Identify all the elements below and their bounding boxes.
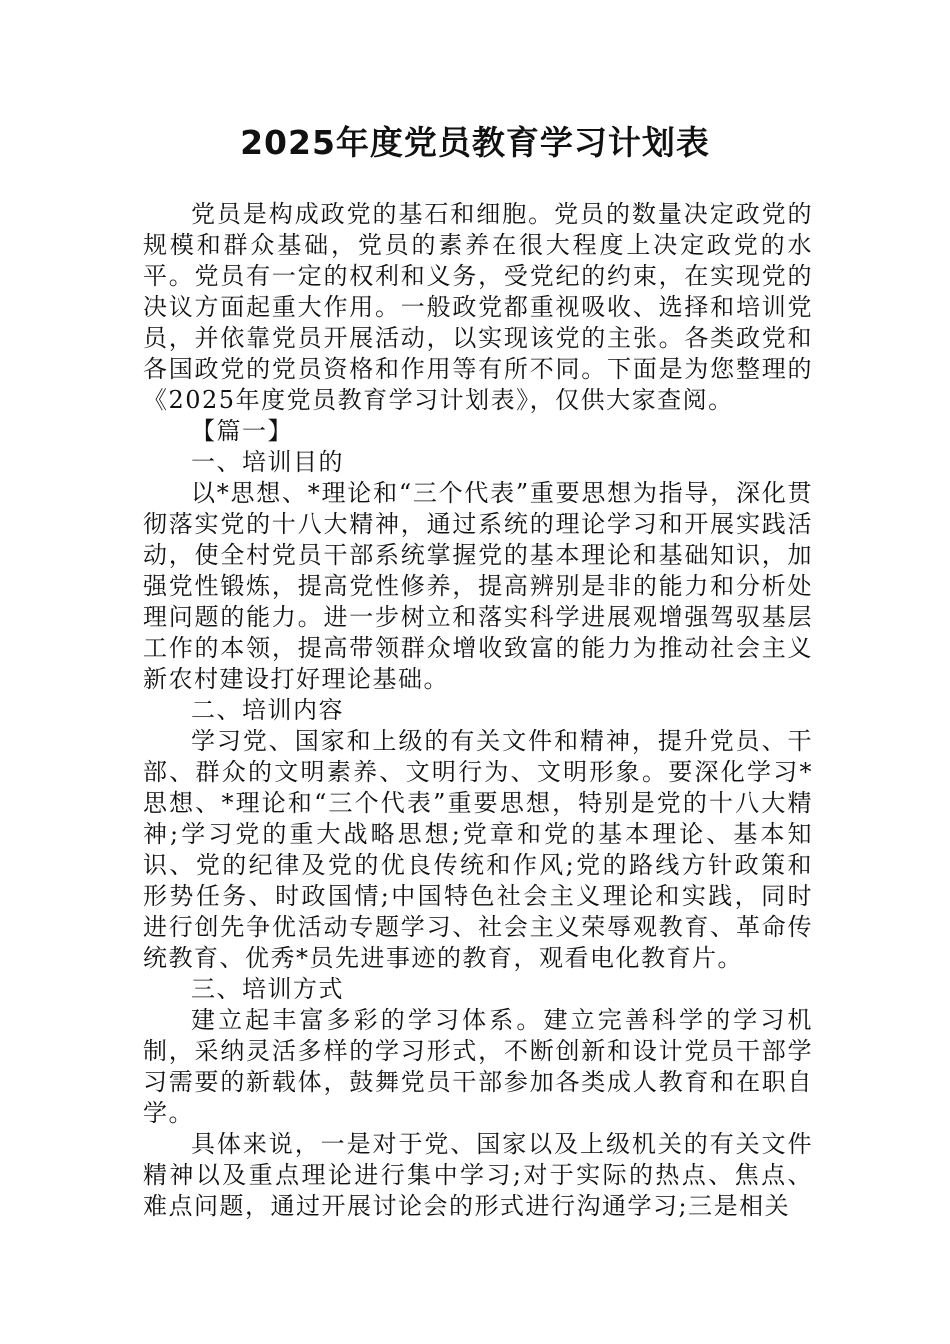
document-title: 2025年度党员教育学习计划表: [240, 123, 710, 162]
section-body-purpose: 以*思想、*理论和“三个代表”重要思想为指导，深化贯彻落实党的十八大精神，通过系统的理论学习和开展实践活动，使全村党员干部系统掌握党的基本理论和基础知识，加强党性锻炼，提高党性修养，提高辨别是非的能力和分析处理问题的能力。进一步树立和落实科学进展观增强驾驭基层工作的本领，提高带领群众增收致富的能力为推动社会主义新农村建设打好理论基础。: [143, 479, 813, 693]
section-body-method-2: 具体来说，一是对于党、国家以及上级机关的有关文件精神以及重点理论进行集中学习;对于实际的热点、焦点、难点问题，通过开展讨论会的形式进行沟通学习;三是相关: [143, 1130, 813, 1220]
section-body-method-1: 建立起丰富多彩的学习体系。建立完善科学的学习机制，采纳灵活多样的学习形式，不断创新和设计党员干部学习需要的新载体，鼓舞党员干部参加各类成人教育和在职自学。: [143, 1006, 813, 1127]
section-heading-content: 二、培训内容: [191, 696, 344, 724]
section-heading-purpose: 一、培训目的: [191, 448, 344, 476]
document-body: [143, 199, 813, 1222]
section-body-content: 学习党、国家和上级的有关文件和精神，提升党员、干部、群众的文明素养、文明行为、文明形象。要深化学习*思想、*理论和“三个代表”重要思想，特别是党的十八大精神;学习党的重大战略思想;党章和党的基本理论、基本知识、党的纪律及党的优良传统和作风;党的路线方针政策和形势任务、时政国情;中国特色社会主义理论和实践，同时进行创先争优活动专题学习、社会主义荣辱观教育、革命传统教育、优秀*员先进事迹的教育，观看电化教育片。: [143, 727, 813, 972]
section-heading-method: 三、培训方式: [191, 975, 344, 1003]
intro-paragraph: 党员是构成政党的基石和细胞。党员的数量决定政党的规模和群众基础，党员的素养在很大程度上决定政党的水平。党员有一定的权利和义务，受党纪的约束，在实现党的决议方面起重大作用。一般政党都重视吸收、选择和培训党员，并依靠党员开展活动，以实现该党的主张。各类政党和各国政党的党员资格和作用等有所不同。下面是为您整理的《2025年度党员教育学习计划表》，仅供大家查阅。: [143, 200, 813, 414]
part-label: 【篇一】: [191, 417, 293, 445]
